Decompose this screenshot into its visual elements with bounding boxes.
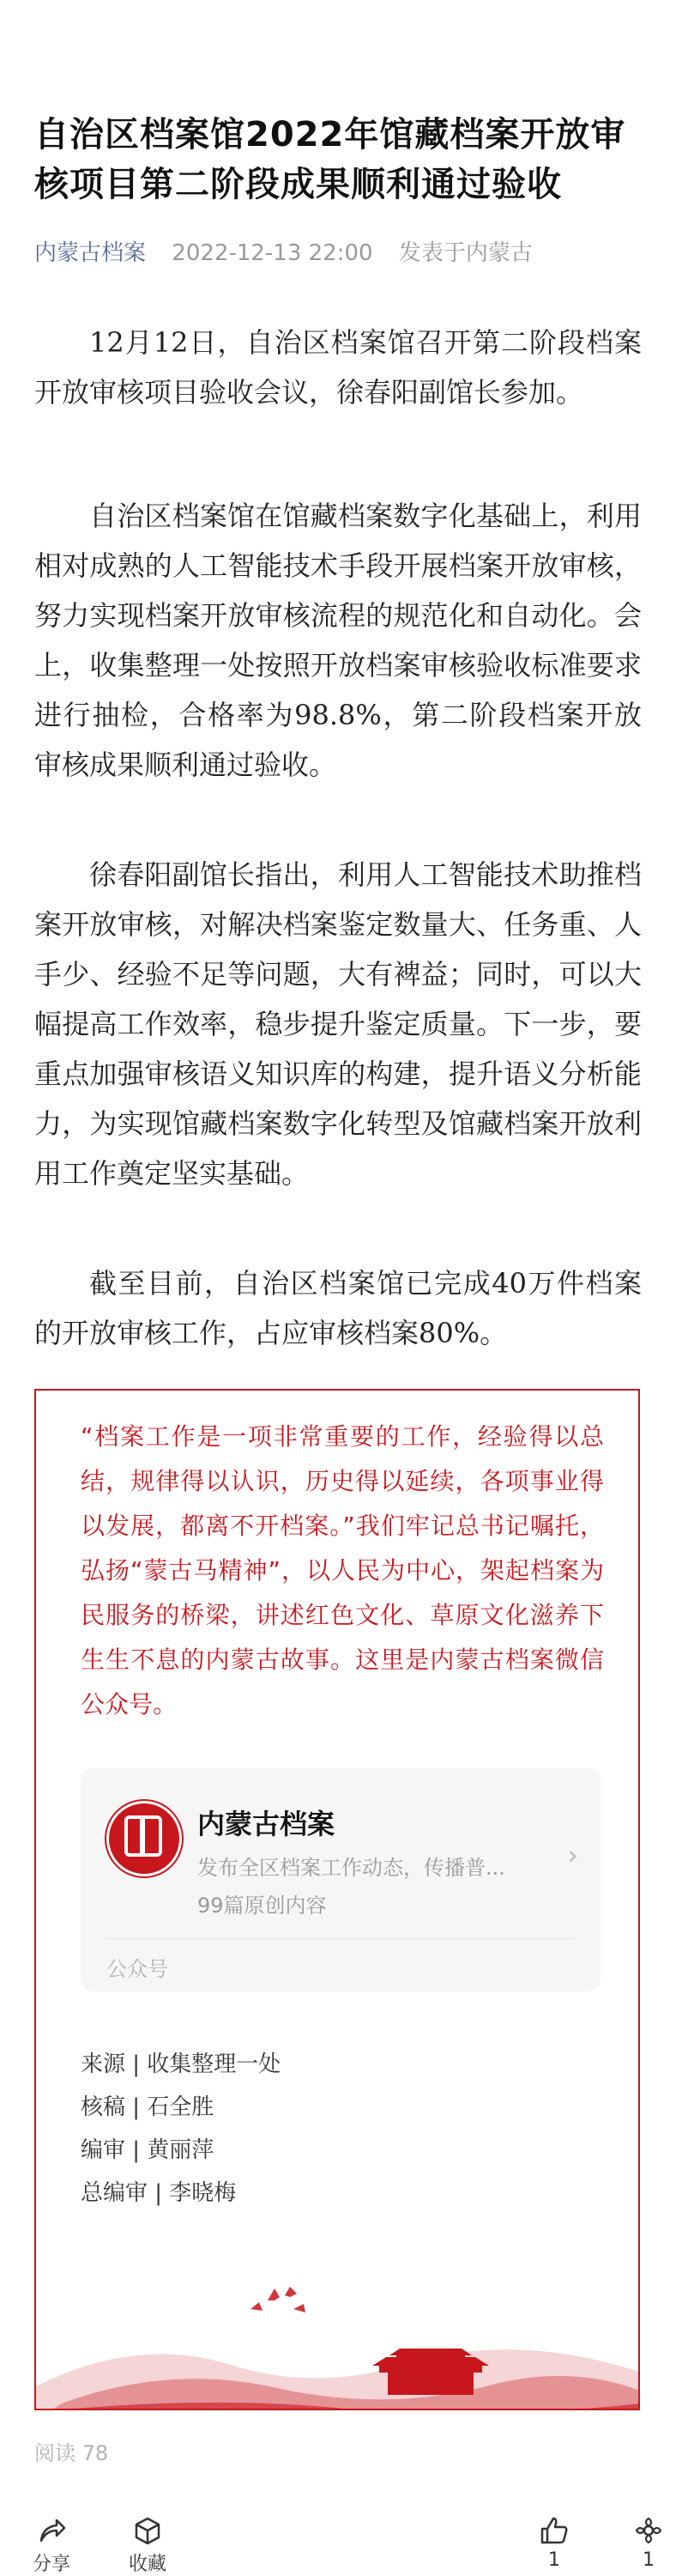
account-card-count: 99篇原创内容 <box>197 1894 327 1918</box>
chevron-right-icon: › <box>567 1839 578 1871</box>
favorite-label: 收藏 <box>129 2554 167 2575</box>
official-account-card[interactable] <box>81 1768 601 1991</box>
wow-button[interactable] <box>633 2515 664 2571</box>
paragraph-3: 徐春阳副馆长指出，利用人工智能技术助推档案开放审核，对解决档案鉴定数量大、任务重、人手少、经验不足等问题，大有裨益；同时，可以大幅提高工作效率，稳步提升鉴定质量。下一步，要重点加强审核语义知识库的构建，提升语义分析能力，为实现馆藏档案数字化转型及馆藏档案开放利用工作奠定坚实基础。 <box>34 858 642 1190</box>
thumbs-up-icon <box>539 2515 570 2546</box>
cube-icon <box>132 2515 163 2546</box>
credit-editor: 编审 | 黄丽萍 <box>81 2137 214 2163</box>
publish-location: 发表于内蒙古 <box>398 240 533 266</box>
credit-chief-editor: 总编审 | 李晓梅 <box>81 2180 237 2206</box>
decorative-footer-art <box>36 2283 640 2410</box>
credit-review: 核稿 | 石全胜 <box>81 2094 214 2120</box>
promo-box <box>34 1389 640 2410</box>
paragraph-1: 12月12日，自治区档案馆召开第二阶段档案开放审核项目验收会议，徐春阳副馆长参加。 <box>34 326 642 409</box>
article-title: 自治区档案馆2022年馆藏档案开放审核项目第二阶段成果顺利通过验收 <box>34 115 626 204</box>
promo-quote: “档案工作是一项非常重要的工作，经验得以总结，规律得以认识，历史得以延续，各项事业得以发展，都离不开档案。”我们牢记总书记嘱托，弘扬“蒙古马精神”，以人民为中心，架起档案为民服务的桥梁，讲述红色文化、草原文化滋养下生生不息的内蒙古故事。这里是内蒙古档案微信公众号。 <box>81 1422 604 1718</box>
account-card-type: 公众号 <box>106 1957 168 1981</box>
account-card-desc: 发布全区档案工作动态，传播普... <box>197 1856 505 1880</box>
read-count: 阅读 78 <box>34 2441 109 2465</box>
share-label: 分享 <box>33 2554 71 2575</box>
like-button[interactable] <box>539 2515 570 2571</box>
account-card-name: 内蒙古档案 <box>197 1808 335 1840</box>
card-divider <box>106 1938 575 1939</box>
account-link[interactable]: 内蒙古档案 <box>34 240 147 266</box>
bottom-action-bar <box>0 2515 676 2575</box>
publish-time: 2022-12-13 22:00 <box>172 240 373 266</box>
share-button[interactable] <box>33 2515 70 2576</box>
like-count: 1 <box>548 2549 560 2571</box>
share-icon <box>36 2515 67 2546</box>
paragraph-4: 截至目前，自治区档案馆已完成40万件档案的开放审核工作，占应审核档案80%。 <box>34 1267 642 1349</box>
paragraph-2: 自治区档案馆在馆藏档案数字化基础上，利用相对成熟的人工智能技术手段开展档案开放审核，努力实现档案开放审核流程的规范化和自动化。会上，收集整理一处按照开放档案审核验收标准要求进行抽检，合格率为98.8%，第二阶段档案开放审核成果顺利通过验收。 <box>34 500 642 781</box>
account-logo-icon <box>106 1801 182 1876</box>
credit-source: 来源 | 收集整理一处 <box>81 2052 281 2077</box>
wow-count: 1 <box>643 2549 655 2571</box>
credits-list <box>81 2043 281 2215</box>
article-meta <box>34 235 533 267</box>
favorite-button[interactable] <box>129 2515 166 2576</box>
flower-icon <box>633 2515 664 2546</box>
